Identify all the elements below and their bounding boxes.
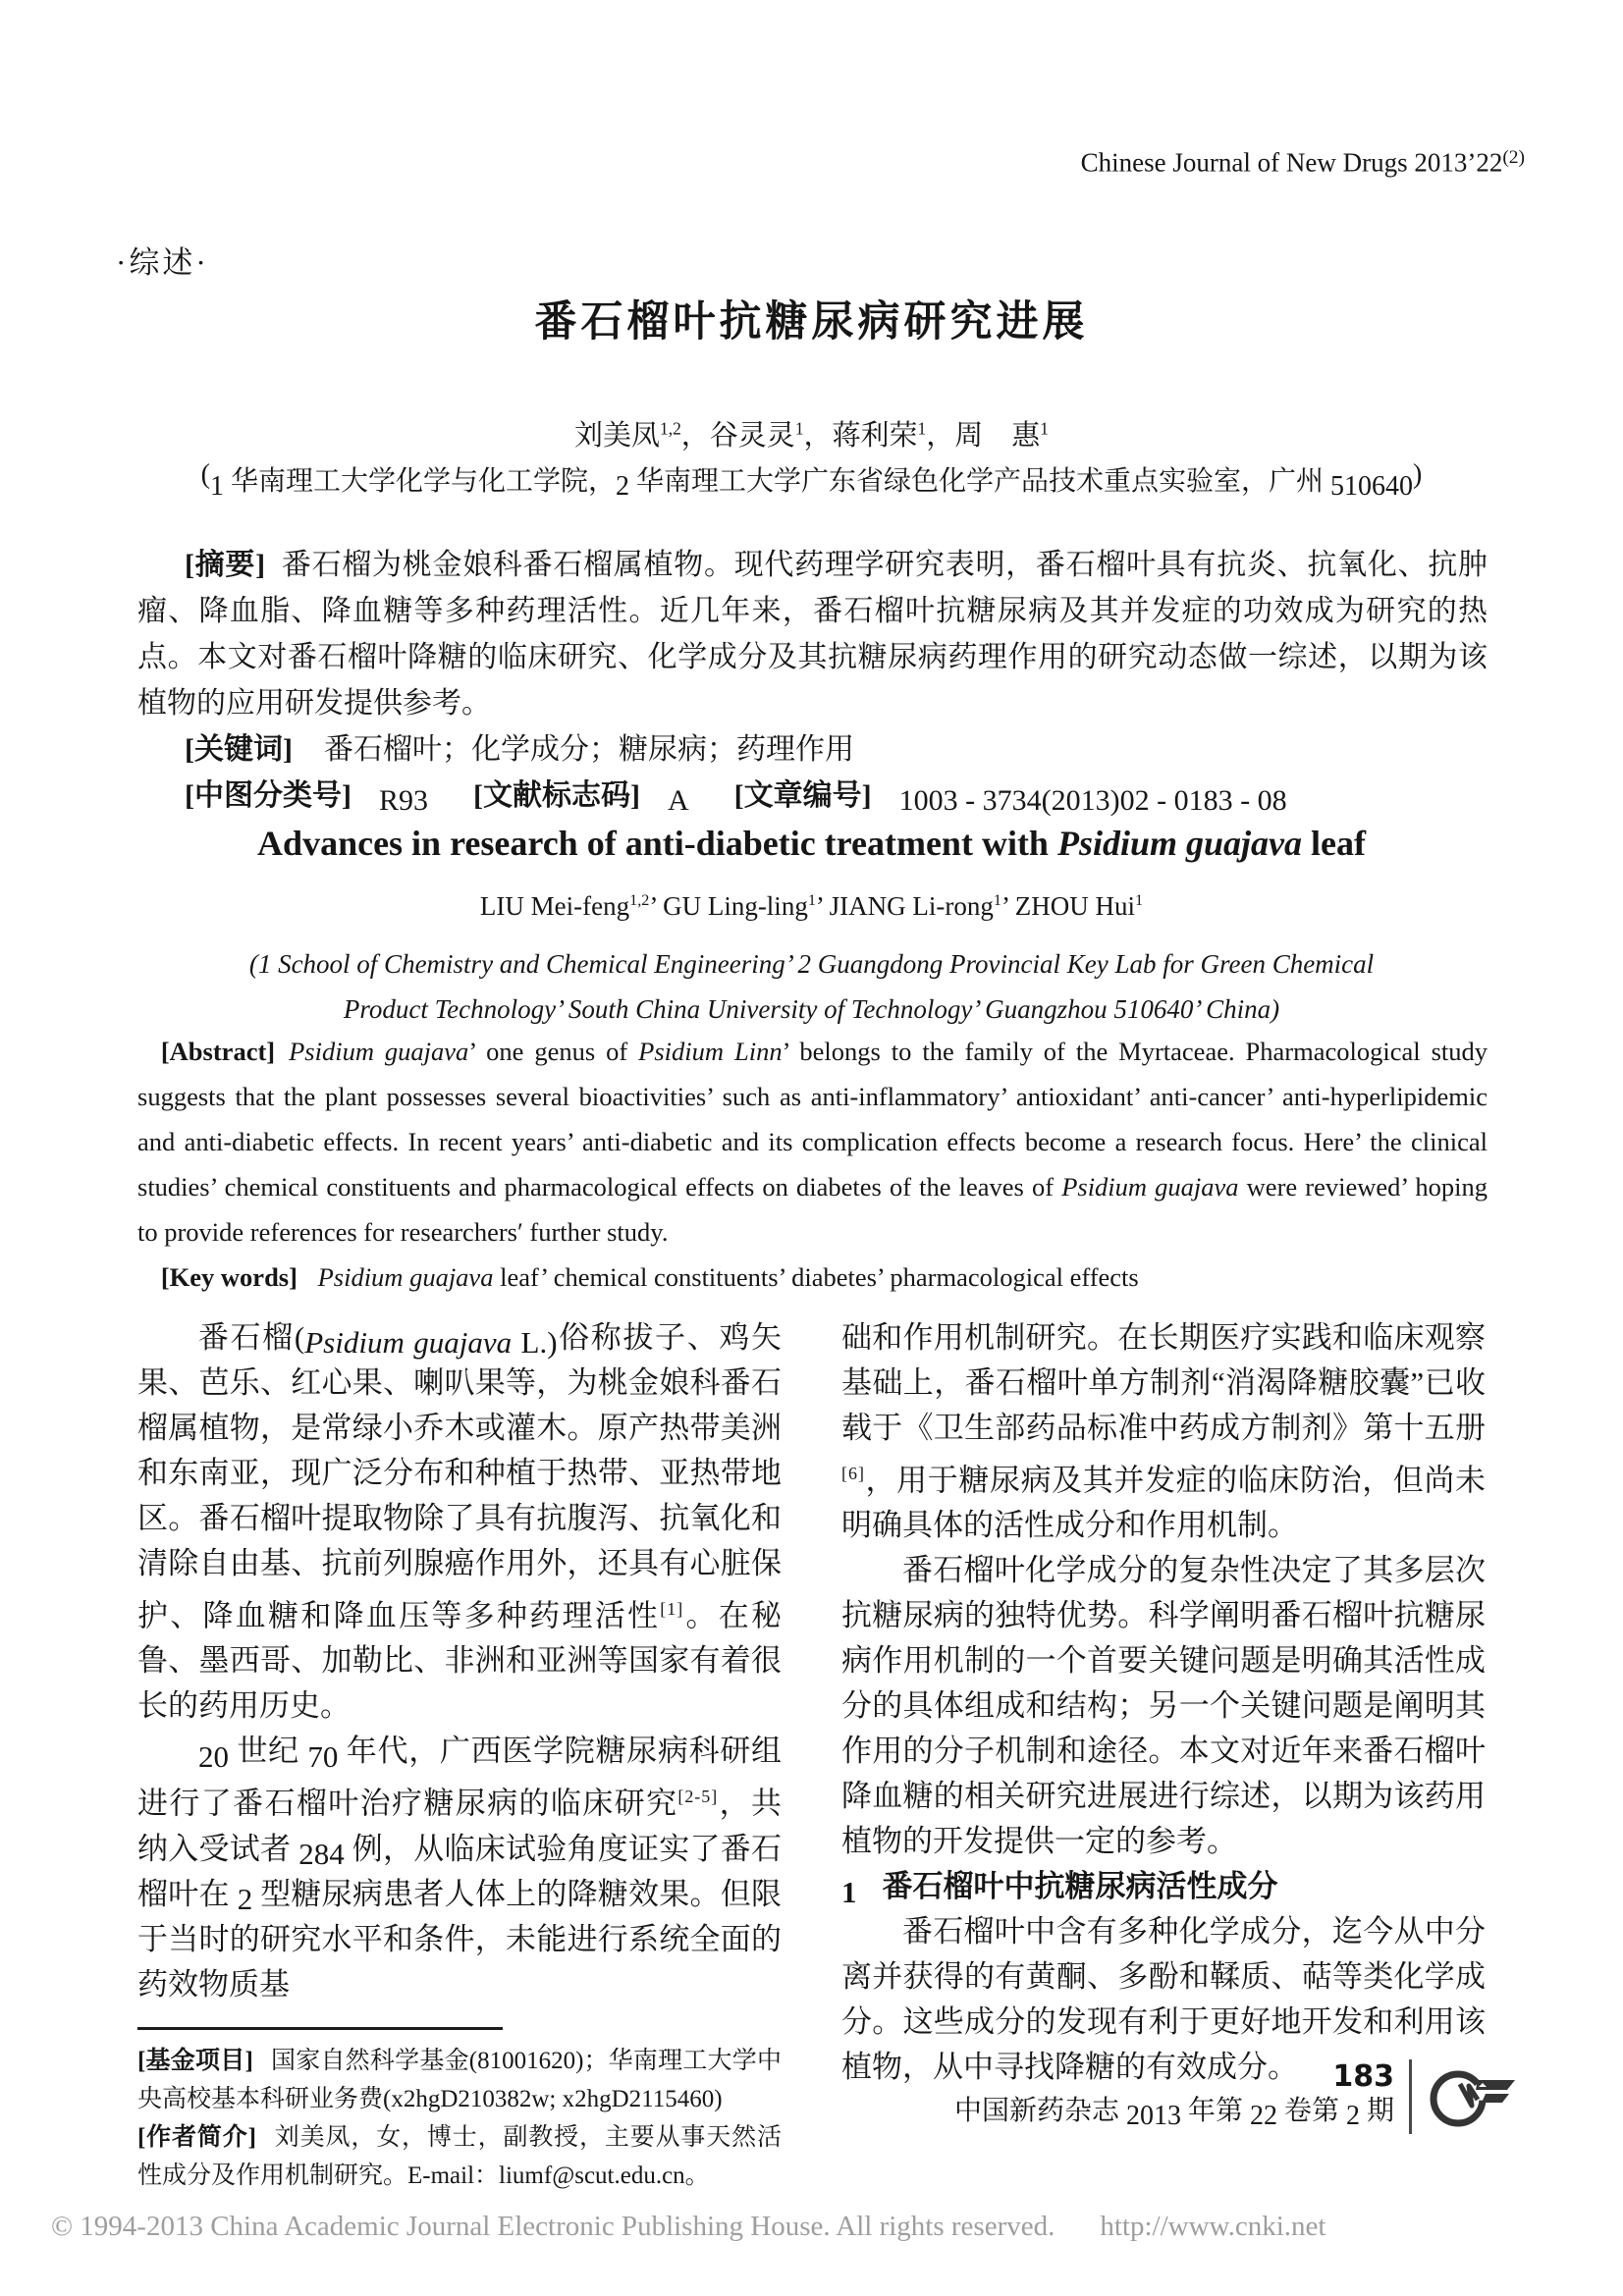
copyright-line — [51, 2211, 1325, 2243]
abstract-en-text: ’ belongs to the family of the Myrtaceae. Pharmacological study suggests that the plant possesses several bioactivities’ such as anti-inflammatory’ antioxidant’ anti-cancer’ anti-hyperlipidemic and anti-diabetic effects. In recent years’ anti-diabetic and its complication effects become a research focus. Here’ the clinical studies’ chemical constituents and pharmacological effects on diabetes of the leaves of — [137, 1037, 1488, 1201]
citation-ref: [1] — [660, 1599, 684, 1619]
author-separator: ’ — [815, 891, 830, 921]
affil-text: 华南理工大学广东省绿色化学产品技术重点实验室，广州 — [629, 466, 1331, 497]
page-footer — [954, 2059, 1521, 2134]
left-column — [137, 1315, 782, 2195]
footnote-author-bio — [137, 2118, 782, 2195]
species-italic: Psidium guajava — [1061, 1172, 1239, 1201]
journal-running-head — [1081, 147, 1525, 179]
abstract-en — [137, 1029, 1488, 1255]
inline-number: 2 — [237, 1881, 253, 1916]
author-name-en: ZHOU Hui — [1014, 891, 1135, 921]
species-italic: Psidium guajava — [289, 1037, 469, 1066]
keywords-cn-text: 番石榴叶；化学成分；糖尿病；药理作用 — [323, 733, 854, 766]
species-italic: Psidium Linn — [638, 1037, 783, 1066]
authors-cn — [0, 413, 1623, 454]
author-affil-mark: 1 — [1135, 891, 1144, 909]
affil-zipcode: 510640 — [1330, 470, 1414, 502]
author-affil-mark: 1 — [807, 891, 816, 909]
cnki-url: http://www.cnki.net — [1100, 2211, 1326, 2242]
author-name: 刘美凤 — [574, 420, 661, 452]
footer-journal-name: 中国新药杂志 — [953, 2096, 1126, 2126]
author-name-en: JIANG Li-rong — [829, 891, 994, 921]
article-title-en — [0, 823, 1623, 864]
abstract-cn-label: [摘要] — [185, 549, 266, 581]
affiliation-en-line1: (1 School of Chemistry and Chemical Engineering’ 2 Guangdong Provincial Key Lab for Green Chemical — [248, 949, 1375, 979]
journal-name-volume: Chinese Journal of New Drugs 2013’22 — [1080, 147, 1503, 178]
author-name: 周 惠 — [954, 420, 1041, 452]
author-name: 蒋利荣 — [832, 420, 918, 452]
footer-text-part: 年第 — [1180, 2096, 1250, 2126]
author-affil-mark: 1 — [917, 418, 927, 439]
author-separator: ， — [926, 420, 955, 452]
copyright-text: © 1994-2013 China Academic Journal Electronic Publishing House. All rights reserved. — [51, 2211, 1055, 2242]
footnote-fund — [137, 2042, 782, 2118]
author-bio-label: [作者简介] — [137, 2123, 256, 2151]
paragraph-text: 俗称拔子、鸡矢果、芭乐、红心果、喇叭果等，为桃金娘科番石榴属植物，是常绿小乔木或灌木。原产热带美洲和东南亚，现广泛分布和种植于热带、亚热带地区。番石榴叶提取物除了具有抗腹泻、抗氧化和清除自由基、抗前列腺癌作用外，还具有心脏保护、降血糖和降血压等多种药理活性 — [137, 1320, 782, 1633]
journal-issue-superscript: (2) — [1502, 147, 1525, 168]
paragraph-text: 例，从临床试验角度证实了番石榴叶在 — [137, 1831, 782, 1911]
paragraph-text: 型糖尿病患者人体上的降糖效果。但限于当时的研究水平和条件，未能进行系统全面的药效物质基 — [137, 1876, 782, 2002]
inline-number: 70 — [307, 1738, 339, 1774]
category-marker: ·综述· — [116, 245, 209, 280]
clc-number: R93 — [378, 784, 428, 818]
author-affil-mark: 1 — [993, 891, 1001, 909]
paren-close: ) — [1413, 459, 1423, 490]
abstract-cn — [137, 542, 1488, 726]
paragraph-text: 番石榴( — [198, 1320, 305, 1355]
journal-logo-icon — [1427, 2062, 1521, 2131]
affil-text: 华南理工大学化学与化工学院， — [223, 466, 616, 497]
keywords-cn — [137, 726, 1488, 773]
author-separator: ’ — [649, 891, 664, 921]
author-name: 谷灵灵 — [709, 420, 795, 452]
species-italic: Psidium guajava — [304, 1325, 513, 1361]
affil-number: 1 — [209, 470, 224, 502]
article-no: 1003 - 3734(2013)02 - 0183 - 08 — [898, 784, 1287, 818]
paragraph-text: 年代，广西医学院糖尿病科研组进行了番石榴叶治疗糖尿病的临床研究 — [137, 1734, 783, 1821]
section-number: 1 — [841, 1874, 857, 1909]
paragraph: 番石榴叶化学成分的复杂性决定了其多层次抗糖尿病的独特优势。科学阐明番石榴叶抗糖尿病作用机制的一个首要关键问题是明确其活性成分的具体组成和结构；另一个关键问题是阐明其作用的分子机制和途径。本文对近年来番石榴叶降血糖的相关研究进展进行综述，以期为该药用植物的开发提供一定的参考。 — [841, 1553, 1486, 1859]
author-separator: ， — [680, 420, 710, 452]
paragraph: 番石榴叶中含有多种化学成分，迄今从中分离并获得的有黄酮、多酚和鞣质、萜等类化学成分。这些成分的发现有利于更好地开发和利用该植物，从中寻找降糖的有效成分。 — [841, 1914, 1486, 2085]
section-heading-1 — [841, 1864, 1486, 1909]
author-name-en: LIU Mei-feng — [479, 891, 630, 921]
title-en-text: leaf — [1301, 824, 1366, 863]
paragraph-text: 世纪 — [229, 1734, 308, 1769]
author-separator: ’ — [1001, 891, 1015, 921]
author-bio-text: 刘美凤，女，博士，副教授，主要从事天然活性成分及作用机制研究。E-mail：liumf@scut.edu.cn。 — [137, 2123, 782, 2189]
author-name-en: GU Ling-ling — [663, 891, 808, 921]
doc-code-label: [文献标志码] — [473, 779, 640, 812]
paragraph-text: ，用于糖尿病及其并发症的临床防治，但尚未明确具体的活性成分和作用机制。 — [841, 1463, 1486, 1543]
paragraph-text: 础和作用机制研究。在长期医疗实践和临床观察基础上，番石榴叶单方制剂“消渴降糖胶囊”已收载于《卫生部药品标准中药成方制剂》第十五册 — [841, 1320, 1486, 1445]
inline-number: 20 — [198, 1738, 229, 1774]
page-number: 183 — [1332, 2059, 1394, 2094]
paragraph — [137, 1729, 782, 2006]
abstract-en-text: ’ one genus of — [468, 1037, 639, 1066]
affiliation-cn — [0, 459, 1623, 502]
paragraph-text: 。在秘鲁、墨西哥、加勒比、非洲和亚洲等国家有着很长的药用历史。 — [137, 1598, 782, 1724]
author-separator: ， — [803, 420, 833, 452]
doc-code: A — [667, 784, 689, 818]
article-meta-line — [137, 773, 1488, 819]
footnote-divider — [137, 2027, 503, 2030]
paragraph — [841, 1315, 1486, 1548]
title-en-species-italic: Psidium guajava — [1056, 824, 1302, 863]
abstract-en-block — [137, 1029, 1488, 1300]
inline-number: 284 — [298, 1836, 345, 1871]
citation-ref: [6] — [841, 1464, 865, 1483]
footer-text — [953, 2059, 1394, 2131]
author-affil-mark: 1 — [1040, 418, 1049, 439]
footer-text-part: 期 — [1359, 2096, 1394, 2126]
fund-label: [基金项目] — [137, 2047, 253, 2074]
abstract-en-label: [Abstract] — [160, 1037, 276, 1066]
journal-footer-line — [954, 2092, 1394, 2131]
clc-label: [中图分类号] — [185, 779, 352, 812]
abstract-cn-text: 番石榴为桃金娘科番石榴属植物。现代药理学研究表明，番石榴叶具有抗炎、抗氧化、抗肿瘤、降血脂、降血糖等多种药理活性。近几年来，番石榴叶抗糖尿病及其并发症的功效成为研究的热点。本文对番石榴叶降糖的临床研究、化学成分及其抗糖尿病药理作用的研究动态做一综述，以期为该植物的应用研发提供参考。 — [137, 549, 1488, 720]
footer-issue: 2 — [1345, 2100, 1360, 2131]
keywords-cn-label: [关键词] — [185, 733, 293, 766]
section-title: 番石榴叶中抗糖尿病活性成分 — [882, 1869, 1278, 1904]
article-no-label: [文章编号] — [733, 779, 872, 812]
title-en-text: Advances in research of anti-diabetic treatment with — [257, 824, 1057, 863]
author-affil-mark: 1,2 — [629, 891, 650, 909]
paren-open: ( — [200, 459, 210, 490]
abstract-en-text: were reviewed’ hoping to provide references for researchers′ further study. — [137, 1172, 1488, 1247]
authors-en — [0, 891, 1623, 922]
author-affil-mark: 1,2 — [660, 418, 681, 439]
species-authority: L.) — [512, 1325, 558, 1361]
footer-divider-bar — [1409, 2059, 1412, 2134]
citation-ref: [2-5] — [677, 1787, 719, 1807]
keywords-en — [137, 1255, 1488, 1300]
footer-year: 2013 — [1125, 2100, 1181, 2131]
species-italic: Psidium guajava — [317, 1262, 494, 1292]
keywords-en-text: leaf’ chemical constituents’ diabetes’ pharmacological effects — [493, 1262, 1139, 1292]
keywords-en-label: [Key words] — [160, 1262, 298, 1292]
footer-text-part: 卷第 — [1276, 2096, 1346, 2126]
paragraph — [137, 1315, 782, 1729]
affiliation-en-line2: Product Technology’ South China University of Technology’ Guangzhou 510640’ China) — [343, 994, 1280, 1024]
article-title-cn: 番石榴叶抗糖尿病研究进展 — [534, 299, 1089, 346]
english-heading-block — [0, 823, 1623, 1032]
footer-volume: 22 — [1249, 2100, 1277, 2131]
author-affil-mark: 1 — [794, 418, 804, 439]
paragraph-text: ，共纳入受试者 — [137, 1786, 783, 1866]
abstract-cn-block — [137, 542, 1488, 819]
affil-number: 2 — [616, 470, 629, 502]
fund-text: 国家自然科学基金(81001620)；华南理工大学中央高校基本科研业务费(x2hgD210382w; x2hgD2115460) — [137, 2047, 783, 2112]
